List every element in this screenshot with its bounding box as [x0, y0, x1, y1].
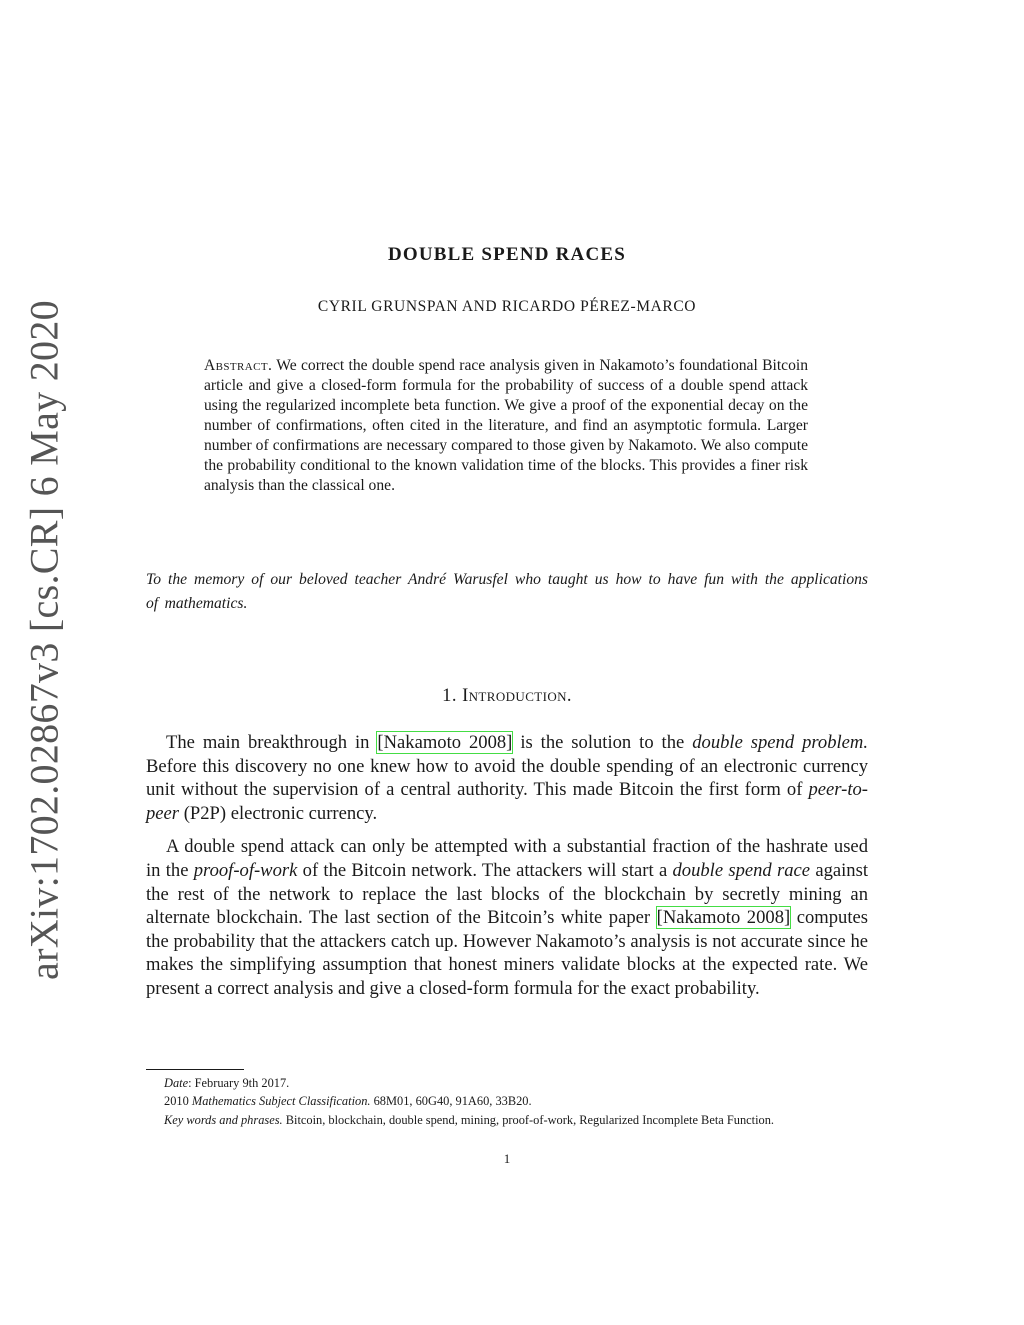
footnote-date — [146, 1074, 868, 1092]
intro-paragraph-2 — [146, 835, 868, 1000]
abstract-text: We correct the double spend race analysis given in Nakamoto’s foundational Bitcoin article and give a closed-form formula for the probability of success of a double spend attack using the regularized incomplete beta function. We give a proof of the exponential decay on the number of confirmations, often cited in the literature, and find an asymptotic formula. Larger number of confirmations are necessary compared to those given by Nakamoto. We also compute the probability conditional to the known validation time of the blocks. This provides a finer risk analysis than the classical one. — [204, 357, 808, 494]
introduction-body — [146, 731, 868, 1011]
text-run: against the rest of the network to replace the last blocks of the blockchain by secretly mining an alternate blockchain. The last section of the Bitcoin’s white paper — [146, 859, 868, 929]
page-number: 1 — [503, 1151, 511, 1166]
msc-year: 2010 — [164, 1094, 192, 1109]
keywords-label: Key words and phrases. — [164, 1112, 283, 1127]
dedication: To the memory of our beloved teacher André Warusfel who taught us how to have fun with the applications of mathematics. — [146, 571, 868, 612]
citation-link-nakamoto[interactable]: [Nakamoto 2008] — [656, 907, 791, 929]
text-run: A double spend attack can only be attempted with a substantial fraction of the hashrate used in the — [146, 836, 868, 881]
footnote-keywords — [146, 1111, 868, 1129]
paper-authors: CYRIL GRUNSPAN AND RICARDO PÉREZ-MARCO — [317, 298, 697, 315]
footnote-msc — [146, 1092, 868, 1110]
date-label: Date — [164, 1076, 189, 1090]
emphasis-double-spend-race: double spend race — [672, 859, 811, 881]
section-heading — [0, 686, 1014, 707]
section-title: Introduction. — [462, 686, 572, 706]
abstract — [204, 356, 808, 496]
text-run: Before this discovery no one knew how to avoid the double spending of an electronic currency unit without the supervision of a central authority. This made Bitcoin the first form of — [146, 755, 868, 801]
msc-value: 68M01, 60G40, 91A60, 33B20. — [370, 1094, 532, 1109]
emphasis-proof-of-work: proof-of-work — [193, 859, 298, 881]
msc-label: Mathematics Subject Classification. — [191, 1094, 371, 1109]
intro-paragraph-1 — [146, 731, 868, 825]
footnotes — [146, 1074, 868, 1129]
text-run: is the solution to the — [512, 732, 693, 753]
abstract-label: Abstract. — [204, 357, 273, 374]
text-run: computes the probability that the attackers catch up. However Nakamoto’s analysis is not accurate since he makes the simplifying assumption that honest miners validate blocks at the expected rate. We present a correct analysis and give a closed-form formula for the exact probability. — [146, 907, 868, 999]
keywords-value: Bitcoin, blockchain, double spend, mining, proof-of-work, Regularized Incomplete Beta Function. — [282, 1112, 775, 1127]
paper-title: DOUBLE SPEND RACES — [387, 244, 627, 265]
text-run: (P2P) electronic currency. — [179, 802, 378, 824]
footnote-divider — [146, 1069, 244, 1070]
section-number: 1. — [442, 686, 457, 706]
emphasis-peer-to-peer: peer-to-peer — [146, 779, 868, 824]
text-run: of the Bitcoin network. The attackers will start a — [297, 859, 673, 881]
citation-link-nakamoto[interactable]: [Nakamoto 2008] — [377, 732, 513, 753]
emphasis-double-spend-problem: double spend problem. — [692, 732, 869, 753]
text-run: The main breakthrough in — [166, 732, 378, 753]
arxiv-identifier-stamp: arXiv:1702.02867v3 [cs.CR] 6 May 2020 — [21, 300, 67, 980]
date-value: : February 9th 2017. — [188, 1076, 290, 1090]
